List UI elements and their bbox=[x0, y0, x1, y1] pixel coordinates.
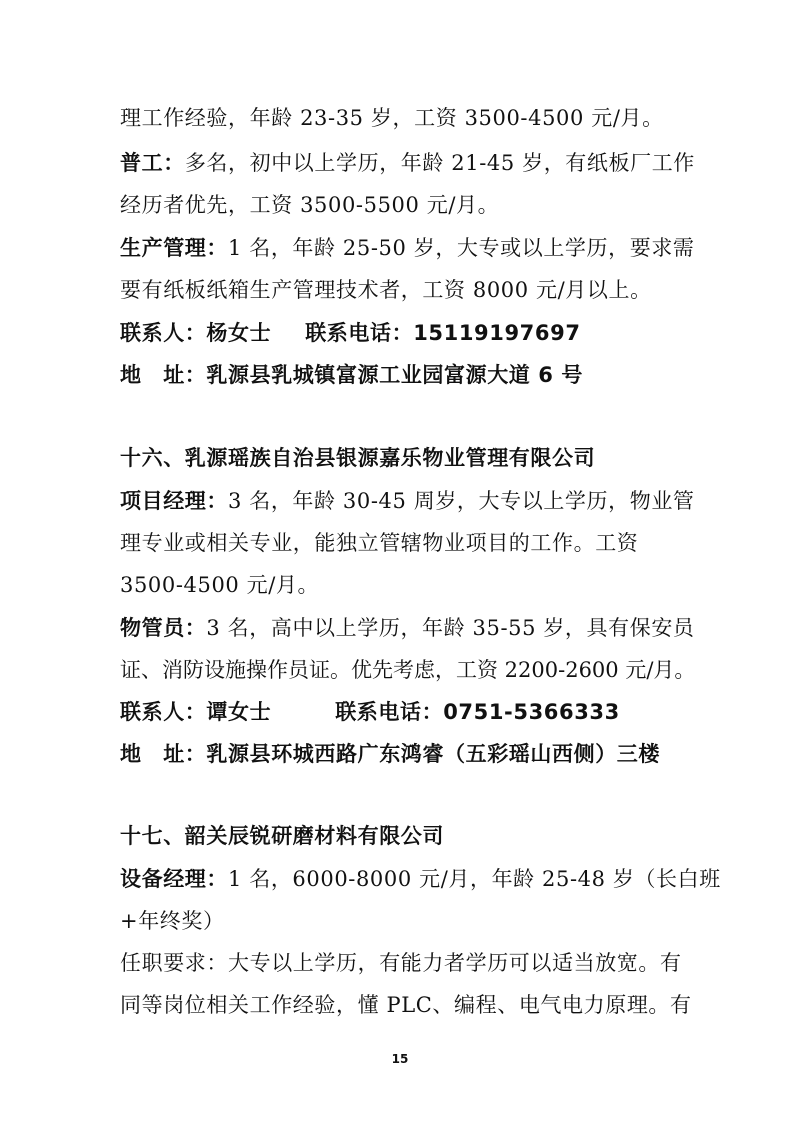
body-line: 经历者优先，工资 3500-5500 元/月。 bbox=[120, 193, 500, 217]
job-paragraph-line bbox=[120, 235, 695, 261]
page-number: 15 bbox=[391, 1052, 409, 1066]
job-paragraph-line bbox=[120, 866, 721, 892]
body-line: 3500-4500 元/月。 bbox=[120, 573, 320, 597]
job-title: 生产管理： bbox=[120, 236, 228, 260]
contact-line bbox=[120, 320, 690, 346]
contact-phone: 联系电话：15119197697 bbox=[305, 321, 581, 345]
job-paragraph-line bbox=[120, 488, 695, 514]
contact-person: 联系人：杨女士 bbox=[120, 321, 272, 345]
contact-person: 联系人：谭女士 bbox=[120, 700, 272, 724]
body-line: 同等岗位相关工作经验，懂 PLC、编程、电气电力原理。有 bbox=[120, 993, 692, 1017]
job-title: 物管员： bbox=[120, 616, 207, 640]
body-line: +年终奖） bbox=[120, 909, 225, 933]
job-title: 项目经理： bbox=[120, 489, 228, 513]
job-text: 1 名，年龄 25-50 岁，大专或以上学历，要求需 bbox=[228, 236, 695, 260]
body-line: 任职要求：大专以上学历，有能力者学历可以适当放宽。有 bbox=[120, 951, 682, 975]
address-line: 地 址：乳源县乳城镇富源工业园富源大道 6 号 bbox=[120, 363, 584, 387]
job-text: 3 名，年龄 30-45 周岁，大专以上学历，物业管 bbox=[228, 489, 695, 513]
job-paragraph-line bbox=[120, 150, 695, 176]
address-line: 地 址：乳源县环城西路广东鸿睿（五彩瑶山西侧）三楼 bbox=[120, 742, 660, 766]
job-text: 3 名，高中以上学历，年龄 35-55 岁，具有保安员 bbox=[206, 616, 695, 640]
body-line: 理专业或相关专业，能独立管辖物业项目的工作。工资 bbox=[120, 531, 639, 555]
job-paragraph-line bbox=[120, 615, 695, 641]
job-title: 设备经理： bbox=[120, 867, 228, 891]
body-line: 证、消防设施操作员证。优先考虑，工资 2200-2600 元/月。 bbox=[120, 658, 696, 682]
contact-phone: 联系电话：0751-5366333 bbox=[335, 700, 620, 724]
company-heading: 十七、韶关辰锐研磨材料有限公司 bbox=[120, 824, 444, 848]
body-line: 要有纸板纸箱生产管理技术者，工资 8000 元/月以上。 bbox=[120, 278, 652, 302]
job-title: 普工： bbox=[120, 151, 185, 175]
contact-line bbox=[120, 699, 690, 725]
job-text: 1 名，6000-8000 元/月，年龄 25-48 岁（长白班 bbox=[228, 867, 721, 891]
job-text: 多名，初中以上学历，年龄 21-45 岁，有纸板厂工作 bbox=[184, 151, 695, 175]
body-line: 理工作经验，年龄 23-35 岁，工资 3500-4500 元/月。 bbox=[120, 106, 664, 130]
company-heading: 十六、乳源瑶族自治县银源嘉乐物业管理有限公司 bbox=[120, 446, 596, 470]
